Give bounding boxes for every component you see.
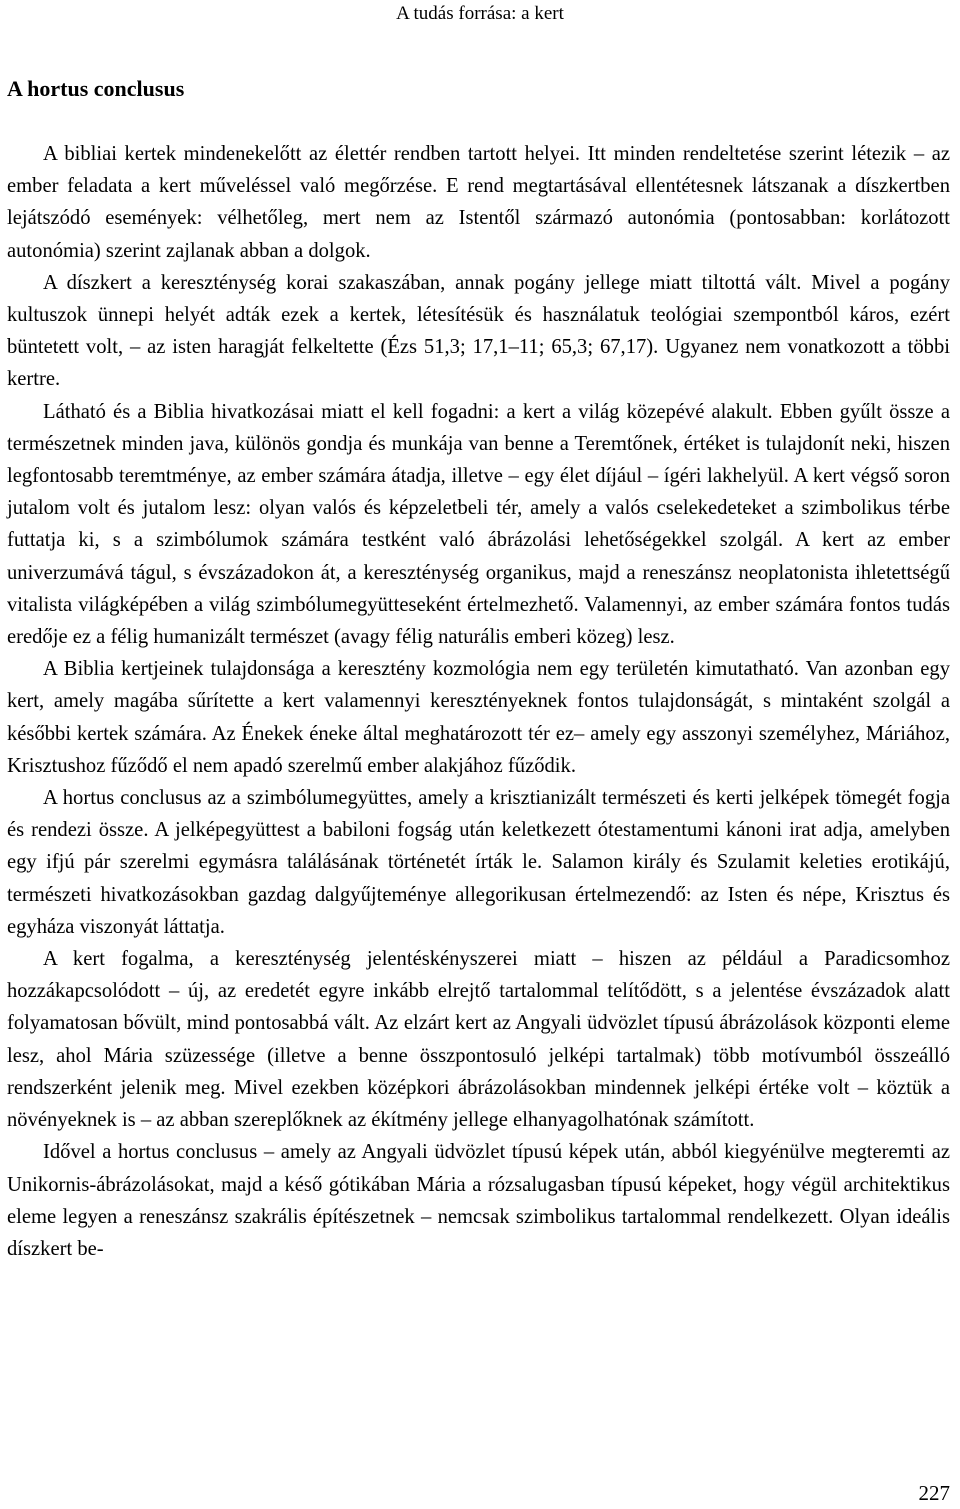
paragraph: A hortus conclusus az a szimbólumegyüttes, amely a krisztianizált természeti és kerti jelképek tömegét fogja és rendezi össze. A jelképegyüttest a babiloni fogság után keletkezett ótestamentumi kánoni irat adja, amelyben egy ifjú pár szerelmi egymásra találásának történetét írták le. Salamon király és Szulamit keleties erotikájú, természeti hivatkozásokban gazdag dalgyűjteménye allegorikusan értelmezendő: az Isten és népe, Krisztus és egyháza viszonyát láttatja. bbox=[7, 787, 950, 938]
paragraph: A díszkert a kereszténység korai szakaszában, annak pogány jellege miatt tiltottá vált. Mivel a pogány kultuszok ünnepi helyét adták ezek a kertek, létesítésük és használatuk teológiai szempontból káros, ezért büntetett volt, – az isten haragját felkeltette (Ézs 51,3; 17,1–11; 65,3; 67,17). Ugyanez nem vonatkozott a többi kertre. bbox=[7, 271, 950, 391]
running-header: A tudás forrása: a kert bbox=[396, 3, 564, 24]
paragraph: A Biblia kertjeinek tulajdonsága a keresztény kozmológia nem egy területén kimutatható. Van azonban egy kert, amely magába sűrítette a kert valamennyi keresztényeknek fontos tulajdonságát, s mintaként szolgál a későbbi kertek számára. Az Énekek éneke által meghatározott tér ez– amely egy asszonyi személyhez, Máriához, Krisztushoz fűződő el nem apadó szerelmű ember alakjához fűződik. bbox=[7, 658, 950, 777]
paragraph: A bibliai kertek mindenekelőtt az élettér rendben tartott helyei. Itt minden rendeltetése szerint létezik – az ember feladata a kert műveléssel való megőrzése. E rend megtartásával ellentétesnek látszanak a díszkertben lejátszódó események: vélhetőleg, mert nem az Istentől származó autonómia (pontosabban: korlátozott autonómia) szerint zajlanak abban a dolgok. bbox=[7, 143, 950, 262]
paragraph: A kert fogalma, a kereszténység jelentéskényszerei miatt – hiszen az például a Paradicsomhoz hozzákapcsolódott – új, az eredetét egyre inkább elrejtő tartalommal telítődött, s a jelentése évszázadok alatt folyamatosan bővült, mind pontosabbá vált. Az elzárt kert az Angyali üdvözlet típusú ábrázolások központi eleme lesz, ahol Mária szüzessége (illetve a benne összpontosuló jelképi tartalmak) több motívumból összeálló rendszerként jelenik meg. Mivel ezekben középkori ábrázolásokban mindennek jelképi értéke volt – köztük a növényeknek is – az abban szereplőknek az ékítmény jellege elhanyagolhatónak számított. bbox=[7, 948, 950, 1132]
paragraph: Látható és a Biblia hivatkozásai miatt el kell fogadni: a kert a világ közepévé alakult. Ebben gyűlt össze a természetnek minden java, különös gondja és munkája van benne a Teremtőnek, értéket is tulajdonít neki, hiszen legfontosabb teremtménye, az ember számára átadja, illetve – egy élet díjául – ígéri lakhelyül. A kert végső soron jutalom volt és jutalom lesz: olyan valós és képzeletbeli tér, amely a valós cselekedeteket a szimbolikus térbe futtatja ki, s a szimbólumok számára testként való ábrázolási lehetőségekkel szolgál. A kert az ember univerzumává tágul, s évszázadokon át, a kereszténység organikus, majd a reneszánsz neoplatonista ihletettségű vitalista világképében a világ szimbólumegyütteseként értelmezhető. Valamennyi, az ember számára fontos tudás eredője ez a félig humanizált természet (avagy félig naturális emberi közeg) lesz. bbox=[7, 400, 950, 649]
paragraph: Idővel a hortus conclusus – amely az Angyali üdvözlet típusú képek után, abból kiegyénülve megteremti az Unikornis-ábrázolásokat, majd a késő gótikában Mária a rózsalugasban típusú képeket, hogy végül architektikus eleme legyen a reneszánsz szakrális építészetnek – nemcsak szimbolikus tartalommal rendelkezett. Olyan ideális díszkert be- bbox=[7, 1141, 950, 1260]
section-title: A hortus conclusus bbox=[7, 76, 185, 101]
page-number: 227 bbox=[918, 1481, 950, 1505]
body-text bbox=[7, 138, 950, 1265]
